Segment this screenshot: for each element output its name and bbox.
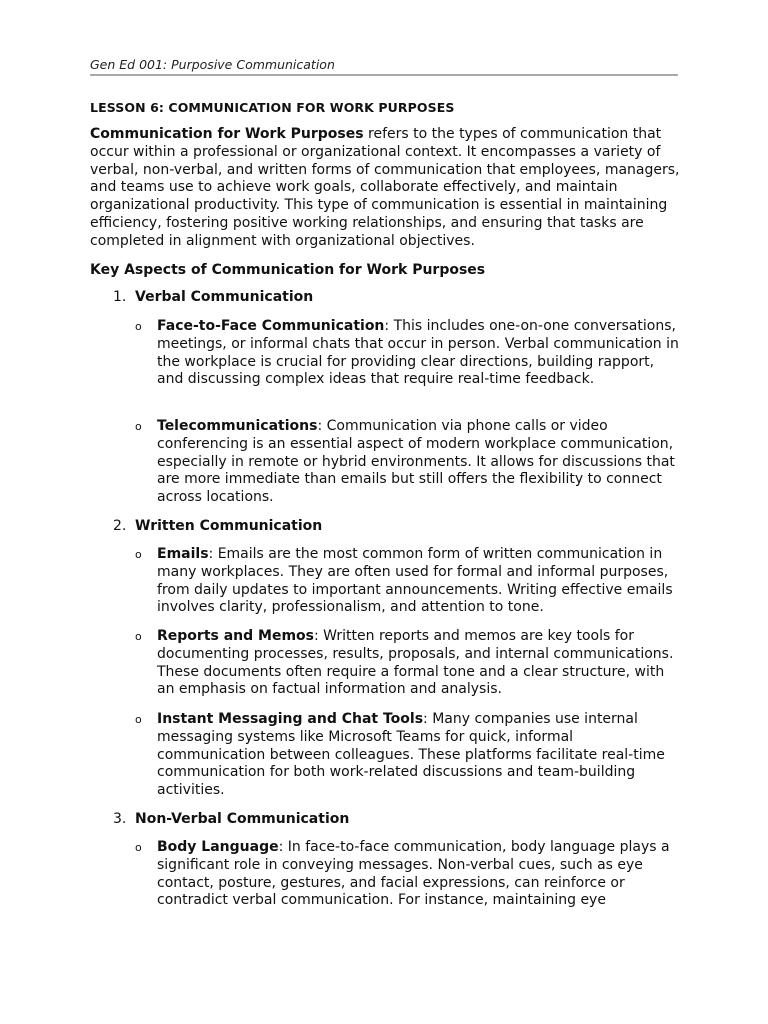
intro-term: Communication for Work Purposes (90, 126, 364, 142)
section-heading-non-verbal (113, 811, 349, 829)
section-number: 3. (113, 811, 127, 827)
item-term: Body Language (157, 839, 279, 855)
bullet-icon: o (135, 841, 142, 854)
item-text: : Emails are the most common form of written communication in many workplaces. They are often used for formal and informal purposes, from daily updates to important announcements. Writing effective emails involves clarity, professionalism, and attention to tone. (157, 546, 673, 616)
bullet-icon: o (135, 713, 142, 726)
list-item-instant-messaging (135, 711, 681, 800)
section-number: 1. (113, 289, 127, 305)
bullet-icon: o (135, 320, 142, 333)
intro-paragraph (90, 126, 680, 251)
item-text: : Many companies use internal messaging systems like Microsoft Teams for quick, informal communication between colleagues. These platforms facilitate real-time communication for both work-related discussions and team-building activities. (157, 711, 665, 799)
item-term: Reports and Memos (157, 628, 314, 644)
bullet-icon: o (135, 630, 142, 643)
item-term: Face-to-Face Communication (157, 318, 385, 334)
running-header: Gen Ed 001: Purposive Communication (90, 57, 678, 76)
section-title: Non-Verbal Communication (135, 811, 350, 827)
lesson-title: LESSON 6: COMMUNICATION FOR WORK PURPOSES (90, 100, 455, 115)
item-text: : This includes one-on-one conversations, meetings, or informal chats that occur in person. Verbal communication in the workplace is crucial for providing clear directions, building rapport, and discussing complex ideas that require real-time feedback. (157, 318, 679, 388)
section-title: Written Communication (135, 518, 323, 534)
list-item-body-language (135, 839, 681, 910)
key-aspects-heading: Key Aspects of Communication for Work Purposes (90, 262, 486, 278)
section-title: Verbal Communication (135, 289, 314, 305)
item-text: : Communication via phone calls or video conferencing is an essential aspect of modern workplace communication, especially in remote or hybrid environments. It allows for discussions that are more immediate than emails but still offers the flexibility to connect across locations. (157, 418, 675, 506)
bullet-icon: o (135, 420, 142, 433)
item-text: : Written reports and memos are key tools for documenting processes, results, proposals, and internal communications. These documents often require a formal tone and a clear structure, with an emphasis on factual information and analysis. (157, 628, 674, 698)
list-item-telecommunications (135, 418, 681, 507)
item-term: Telecommunications (157, 418, 318, 434)
item-term: Instant Messaging and Chat Tools (157, 711, 424, 727)
section-number: 2. (113, 518, 127, 534)
bullet-icon: o (135, 548, 142, 561)
section-heading-written (113, 518, 322, 536)
list-item-face-to-face (135, 318, 681, 389)
list-item-emails (135, 546, 681, 617)
section-heading-verbal (113, 289, 313, 307)
item-text: : In face-to-face communication, body language plays a significant role in conveying messages. Non-verbal cues, such as eye contact, posture, gestures, and facial expressions, can reinforce or contradict verbal communication. For instance, maintaining eye (157, 839, 670, 909)
item-term: Emails (157, 546, 209, 562)
intro-text: refers to the types of communication that occur within a professional or organizational context. It encompasses a variety of verbal, non-verbal, and written forms of communication that employees, managers, and teams use to achieve work goals, collaborate effectively, and maintain organizational productivity. This type of communication is essential in maintaining efficiency, fostering positive working relationships, and ensuring that tasks are completed in alignment with organizational objectives. (90, 126, 680, 249)
list-item-reports-memos (135, 628, 681, 699)
